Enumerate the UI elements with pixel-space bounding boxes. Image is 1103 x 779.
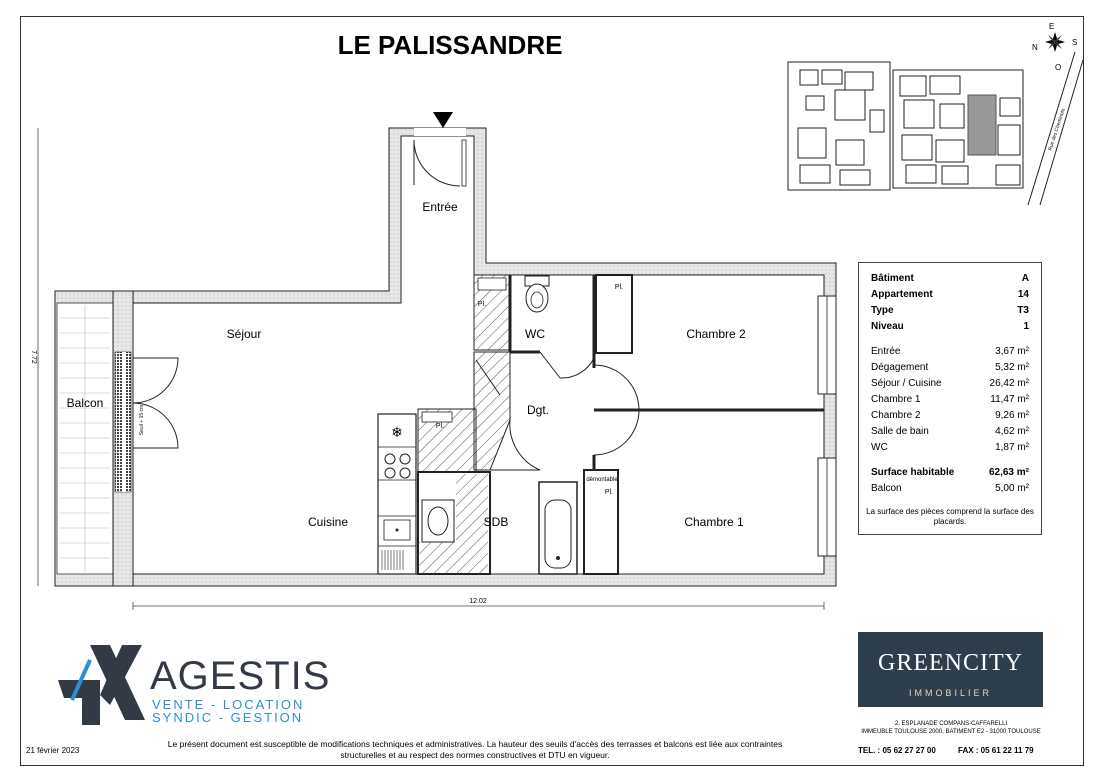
label-pl-kitchen: Pl. bbox=[435, 423, 445, 430]
spec-row: Salle de bain 4,62 m² bbox=[871, 426, 1029, 437]
compass-o: O bbox=[1055, 63, 1062, 72]
spec-row: Chambre 2 9,26 m² bbox=[871, 410, 1029, 421]
label-balcon: Balcon bbox=[66, 396, 104, 410]
spec-note: La surface des pièces comprend la surface des placards. bbox=[866, 507, 1034, 526]
label-dgt: Dgt. bbox=[526, 403, 550, 417]
agestis-tagline-1: VENTE - LOCATION bbox=[152, 697, 305, 712]
sdb-hatch-bottom bbox=[418, 542, 456, 574]
compass-icon bbox=[1045, 32, 1065, 52]
greencity-name: GREENCITY bbox=[878, 650, 1023, 676]
page-title: LE PALISSANDRE bbox=[337, 30, 563, 60]
bathtub-icon bbox=[539, 482, 577, 574]
label-pl-chambre2: Pl. bbox=[614, 284, 624, 291]
agestis-name: AGESTIS bbox=[150, 654, 331, 698]
entry-arrow-icon bbox=[433, 112, 453, 128]
agestis-logo-icon bbox=[58, 645, 145, 725]
apartment-spec-table bbox=[858, 262, 1042, 535]
compass-e: E bbox=[1049, 22, 1055, 31]
spec-row: Chambre 1 11,47 m² bbox=[871, 394, 1029, 405]
spec-row: Entrée 3,67 m² bbox=[871, 346, 1029, 357]
closet-chambre1 bbox=[584, 470, 618, 574]
label-sdb: SDB bbox=[483, 515, 509, 529]
greencity-tel: TEL. : 05 62 27 27 00 bbox=[858, 746, 936, 755]
disclaimer: Le présent document est susceptible de modifications techniques et administratives. La hauteur des seuils d'accès des terrasses et balcons est liée aux contraintes structurelles et au respect des normes constructives et DTU en vigueur. bbox=[167, 739, 783, 760]
label-chambre2: Chambre 2 bbox=[686, 327, 746, 341]
spec-row: Bâtiment A bbox=[871, 273, 1029, 284]
greencity-logo bbox=[858, 632, 1043, 707]
spec-row: Niveau 1 bbox=[871, 321, 1029, 332]
greencity-address-1: 2, ESPLANADE COMPANS-CAFFARELLI bbox=[894, 721, 1008, 727]
spec-row: Séjour / Cuisine 26,42 m² bbox=[871, 378, 1029, 389]
spec-row: Type T3 bbox=[871, 305, 1029, 316]
spec-row: Dégagement 5,32 m² bbox=[871, 362, 1029, 373]
agestis-tagline-2: SYNDIC - GESTION bbox=[152, 710, 304, 725]
street-name: Rue des Cheminots bbox=[1047, 107, 1067, 152]
greencity-address-2: IMMEUBLE TOULOUSE 2000, BATIMENT E2 - 31000 TOULOUSE bbox=[861, 729, 1041, 735]
spec-row: WC 1,87 m² bbox=[871, 442, 1029, 453]
key-plan bbox=[788, 52, 1083, 205]
label-width-dim: 12.02 bbox=[469, 598, 487, 605]
kitchen-sink-icon bbox=[384, 520, 410, 540]
freezer-icon: ❄ bbox=[391, 425, 403, 441]
greencity-address bbox=[855, 720, 1047, 736]
greencity-sub: IMMOBILIER bbox=[908, 688, 992, 698]
label-cuisine: Cuisine bbox=[307, 515, 349, 529]
label-wc: WC bbox=[525, 327, 545, 341]
label-entree: Entrée bbox=[422, 200, 458, 214]
label-pl-wc: Pl. bbox=[477, 301, 487, 308]
agestis-tagline bbox=[152, 698, 304, 724]
label-demontable: démontable bbox=[586, 477, 618, 483]
document-date: 21 février 2023 bbox=[26, 746, 80, 755]
sink-icon bbox=[422, 500, 454, 542]
entry-opening bbox=[414, 128, 466, 136]
label-pl-chambre1: Pl. bbox=[604, 489, 614, 496]
spec-row: Appartement 14 bbox=[871, 289, 1029, 300]
compass-n: N bbox=[1032, 43, 1038, 52]
label-chambre1: Chambre 1 bbox=[684, 515, 744, 529]
label-sejour: Séjour bbox=[226, 327, 262, 341]
spec-balcon-row: Balcon 5,00 m² bbox=[871, 483, 1029, 494]
spec-total-row: Surface habitable 62,63 m² bbox=[871, 467, 1029, 478]
label-seuil: Seuil + 15 cm bbox=[139, 404, 145, 436]
toilet-icon bbox=[525, 276, 549, 312]
greencity-fax: FAX : 05 61 22 11 79 bbox=[958, 746, 1034, 755]
label-height-dim: 7.72 bbox=[30, 350, 37, 364]
compass-s: S bbox=[1072, 38, 1078, 47]
